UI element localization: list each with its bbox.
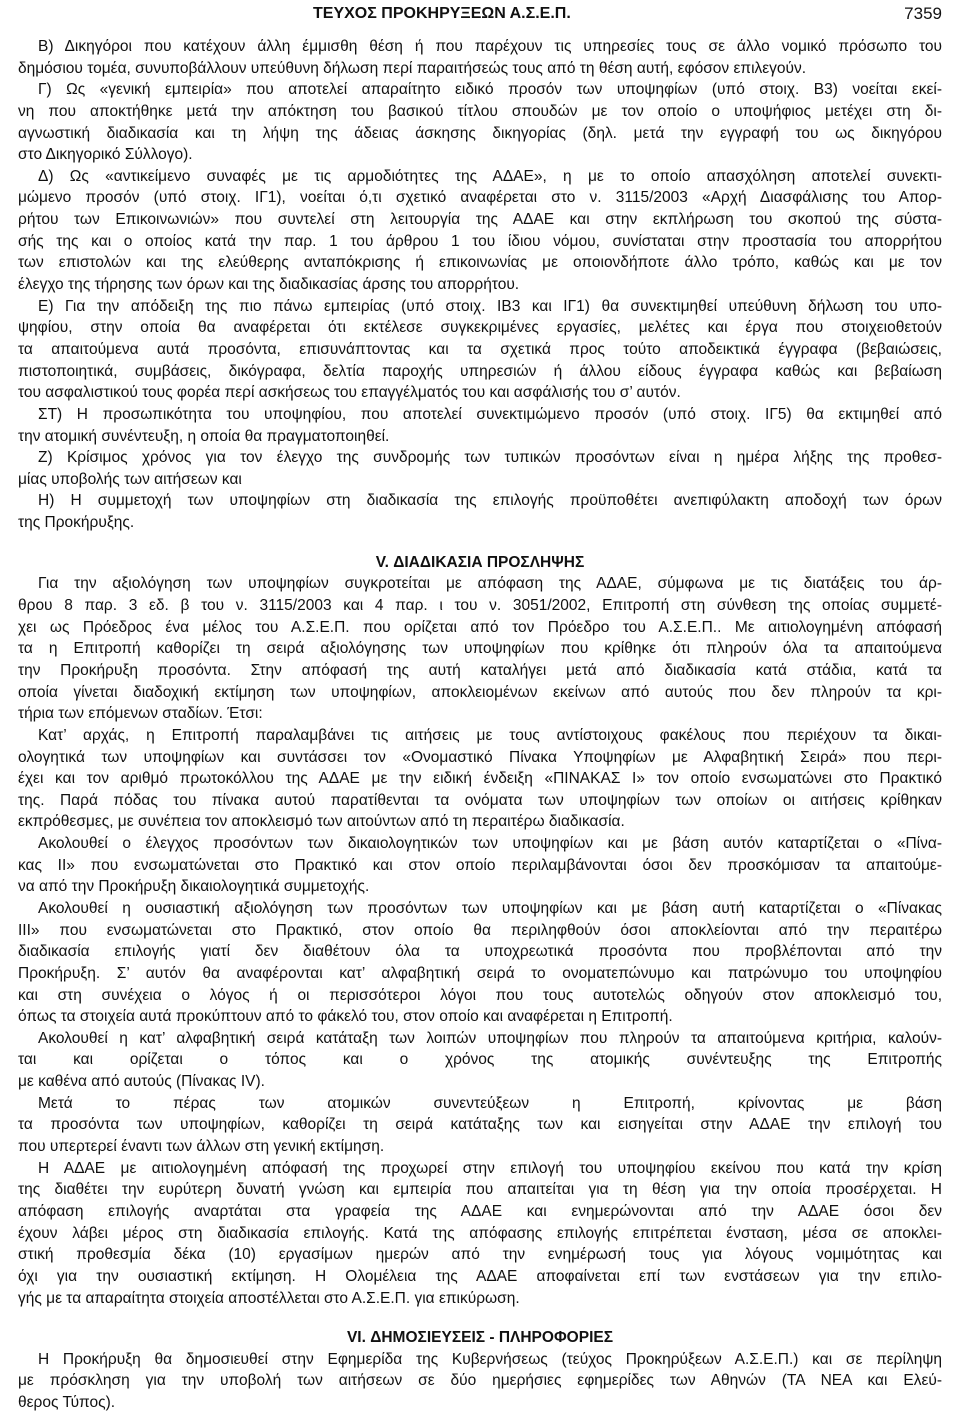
text-line: θρου 8 παρ. 3 εδ. β του ν. 3115/2003 και 4 παρ. ι του ν. 3051/2002, Επιτροπή στη σύνθεση της οποίας συμμετέ-	[18, 597, 942, 615]
text-line: της διαθέτει την ευρύτερη δυνατή γνώση και εμπειρία που απαιτείται για τη θέση για την οποία προσέρχεται. Η	[18, 1181, 942, 1199]
paragraph	[18, 725, 942, 833]
paragraph	[18, 36, 942, 79]
section-heading: V. ΔΙΑΔΙΚΑΣΙΑ ΠΡΟΣΛΗΨΗΣ	[375, 553, 585, 571]
text-line: τήρια των επόμενων σταδίων. Έτσι:	[18, 705, 263, 723]
text-line: ολογητικά των υποψηφίων και συντάσσει τον «Ονομαστικό Πίνακα Υποψηφίων με Αλφαβητική Σειρά» που περι-	[18, 748, 942, 766]
text-line: Δ) Ως «αντικείμενο συναφές με τις αρμοδιότητες της ΑΔΑΕ», η με το οποίο απασχόληση αποτελεί συνεκτι-	[38, 167, 942, 185]
paragraph	[18, 296, 942, 404]
paragraph	[18, 1349, 942, 1414]
paragraph	[18, 1028, 942, 1093]
paragraph	[18, 166, 942, 296]
paragraph	[18, 1093, 942, 1158]
text-line: Η) Η συμμετοχή των υποψηφίων στη διαδικασία της επιλογής προϋποθέτει ανεπιφύλακτη αποδοχή των όρων	[38, 492, 942, 510]
text-line: έλεγχο της τήρησης των όρων και της διαδικασίας άρσης του απορρήτου.	[18, 276, 520, 294]
text-line: Μετά το πέρας των ατομικών συνεντεύξεων η Επιτροπή, κρίνοντας με βάση	[38, 1094, 942, 1112]
text-line: της. Παρά πόδας του πίνακα αυτού παρατίθενται τα ονόματα των υποψηφίων των οποίων οι αιτήσεις κρίθηκαν	[18, 791, 942, 809]
text-line: την Προκήρυξη προσόντα. Στην απόφασή της αυτή καταλήγει μετά από διαδικασία κατά στάδια, κατά τα	[18, 661, 942, 679]
text-line: να από την Προκήρυξη δικαιολογητικά συμμετοχής.	[18, 878, 370, 896]
text-line: στική προθεσμία δέκα (10) εργασίμων ημερών από την ενημέρωσή τους για λόγους νομιμότητας και	[18, 1246, 942, 1264]
text-line: ται και ορίζεται ο τόπος και ο χρόνος της ατομικής συνέντευξης της Επιτροπής	[18, 1051, 942, 1069]
text-line: που υπερτερεί έναντι των άλλων στη γενική εκτίμηση.	[18, 1138, 385, 1156]
text-line: στο Δικηγορικό Σύλλογο).	[18, 146, 193, 164]
text-line: Η ΑΔΑΕ με αιτιολογημένη απόφασή της προχωρεί στην επιλογή του υποψηφίου εκείνου που κατά την κρίση	[38, 1159, 942, 1177]
text-line: τα η Επιτροπή καθορίζει τη σειρά αξιολόγησης των υποψηφίων που κρίθηκε ότι πληρούν όλα τα απαιτούμενα	[18, 640, 942, 658]
paragraph	[18, 404, 942, 447]
document-body	[18, 36, 942, 1414]
text-line: ψηφίου, στην οποία θα αναφέρεται ότι εκτέλεσε συγκεκριμένες εργασίες, μελέτες και έργα που στοιχειοθετούν	[18, 319, 942, 337]
text-line: την ατομική συνέντευξη, η οποία θα πραγματοποιηθεί.	[18, 427, 390, 445]
text-line: ΣΤ) Η προσωπικότητα του υποψηφίου, που αποτελεί συνεκτιμώμενο προσόν (υπό στοιχ. ΙΓ5) θα εκτιμηθεί από	[38, 405, 942, 423]
text-line: μώμενο προσόν (υπό στοιχ. ΙΓ1), νοείται ό,τι σχετικό αναφέρεται στο ν. 3115/2003 «Αρχή Διασφάλισης του Απορ-	[18, 189, 942, 207]
text-line: των επιστολών και της ελεύθερης ανταπόκρισης ή επικοινωνίας με οποιονδήποτε άλλο τρόπο, καθώς και με τον	[18, 254, 942, 272]
paragraph	[18, 79, 942, 166]
document-section	[18, 552, 942, 1309]
text-line: νη που αποκτήθηκε μετά την απόκτηση του βασικού τίτλου σπουδών με τον οποίο ο υποψήφιος μετέχει στη δι-	[18, 102, 942, 120]
text-line: Ε) Για την απόδειξη της πιο πάνω εμπειρίας (υπό στοιχ. ΙΒ3 και ΙΓ1) θα συνεκτιμηθεί υπεύθυνη δήλωση του υπο-	[38, 297, 942, 315]
section-heading: VI. ΔΗΜΟΣΙΕΥΣΕΙΣ - ΠΛΗΡΟΦΟΡΙΕΣ	[346, 1329, 614, 1347]
text-line: ρήτου των Επικοινωνιών» που συντελεί στη λειτουργία της ΑΔΑΕ και στην εκπλήρωση του σκοπού της σύστα-	[18, 211, 942, 229]
text-line: αγνωστική διαδικασία και τη λήψη της άδειας άσκησης δικηγορίας (δηλ. μετά την εγγραφή του ως δικηγόρου	[18, 124, 942, 142]
paragraph	[18, 833, 942, 898]
text-line: διαδικασία επιλογής γιατί δεν διαθέτουν όλα τα υποχρεωτικά προσόντα που προβλέπονται από την	[18, 943, 942, 961]
text-line: μίας υποβολής των αιτήσεων και	[18, 470, 242, 488]
text-line: χει ως Πρόεδρος ένα μέλος του Α.Σ.Ε.Π. που ορίζεται από τον Πρόεδρο του Α.Σ.Ε.Π.. Με αιτιολογημένη απόφασή	[18, 618, 942, 636]
text-line: δημόσιου τομέα, συνυποβάλλουν υπεύθυνη δήλωση περί παραιτήσεώς τους από τη θέση αυτή, εφόσον επιλεγούν.	[18, 59, 807, 77]
text-line: τα προσόντα των υποψηφίων, καθορίζει τη σειρά κατάταξης των και εισηγείται στην ΑΔΑΕ την επιλογή του	[18, 1116, 942, 1134]
text-line: και στη συνέχεια ο λόγος ή οι περισσότεροι λόγοι που τους αυτοτελώς οδηγούν στον αποκλεισμό του,	[18, 986, 942, 1004]
text-line: Ακολουθεί η κατ’ αλφαβητική σειρά κατάταξη των λοιπών υποψηφίων που πληρούν τα απαιτούμενα κριτήρια, καλούν-	[38, 1029, 942, 1047]
text-line: σής της και ο οποίος κατά την παρ. 1 του άρθρου 1 του ίδιου νόμου, συνίσταται στην προστασία του απορρήτου	[18, 232, 942, 250]
text-line: έχουν λάβει μέρος στη διαδικασία επιλογής. Κατά της απόφασης επιλογής επιτρέπεται ένσταση, μέσα σε αποκλει-	[18, 1224, 942, 1242]
text-line: Κατ’ αρχάς, η Επιτροπή παραλαμβάνει τις αιτήσεις με τους αντίστοιχους φακέλους που περιέχουν τα δικαι-	[38, 726, 942, 744]
text-line: Ζ) Κρίσιμος χρόνος για τον έλεγχο της συνδρομής των τυπικών προσόντων είναι η ημέρα λήξης της προθεσ-	[38, 449, 942, 467]
document-section	[18, 1327, 942, 1414]
text-line: του ασφαλιστικού τους φορέα περί ασκήσεως του επαγγέλματός του και ασφάλισής του σ’ αυτόν.	[18, 384, 681, 402]
running-header	[0, 0, 960, 28]
text-line: Προκήρυξη. Σ’ αυτόν θα αναφέρονται κατ’ αλφαβητική σειρά το ονοματεπώνυμο και πατρώνυμο του υποψηφίου	[18, 964, 942, 982]
text-line: πιστοποιητικά, συμβάσεις, δικόγραφα, δελτία παροχής υπηρεσιών ή άλλου είδους έγγραφα καθώς και βεβαίωση	[18, 362, 942, 380]
text-line: τα απαιτούμενα αυτά προσόντα, επισυνάπτοντας και τα σχετικά προς τούτο αποδεικτικά έγγραφα (βεβαιώσεις,	[18, 340, 942, 358]
paragraph	[18, 1158, 942, 1309]
text-line: εκπρόθεσμες, με συνέπεια τον αποκλεισμό των αιτούντων από τη περαιτέρω διαδικασία.	[18, 813, 625, 831]
text-line: Η Προκήρυξη θα δημοσιευθεί στην Εφημερίδα της Κυβερνήσεως (τεύχος Προκηρύξεων Α.Σ.Ε.Π.) και σε περίληψη	[38, 1350, 942, 1368]
text-line: Β) Δικηγόροι που κατέχουν άλλη έμμισθη θέση ή που παρέχουν τις υπηρεσίες τους σε άλλο νομικό πρόσωπο του	[38, 38, 942, 55]
running-header-title: ΤΕΥΧΟΣ ΠΡΟΚΗΡΥΞΕΩΝ Α.Σ.Ε.Π.	[313, 5, 571, 22]
text-line: έχει και τον αριθμό πρωτοκόλλου της ΑΔΑΕ με την ειδική ένδειξη «ΠΙΝΑΚΑΣ Ι» τον οποίο ενσωματώνει στο Πρακτικό	[18, 770, 942, 788]
page-number: 7359	[904, 4, 942, 23]
text-line: Ακολουθεί ο έλεγχος προσόντων των δικαιολογητικών των υποψηφίων και με βάση αυτόν καταρτίζεται ο «Πίνα-	[38, 835, 942, 853]
text-line: γής με τα απαραίτητα στοιχεία αποστέλλεται στο Α.Σ.Ε.Π. για επικύρωση.	[18, 1289, 520, 1307]
text-line: Ακολουθεί η ουσιαστική αξιολόγηση των προσόντων των υποψηφίων και με βάση αυτή καταρτίζεται ο «Πίνακας	[38, 899, 942, 917]
paragraph	[18, 490, 942, 533]
text-line: της Προκήρυξης.	[18, 514, 135, 532]
text-line: με πρόσκληση για την υποβολή των αιτήσεων σε δύο ημερήσιες εφημερίδες των Αθηνών (ΤΑ ΝΕΑ και Ελεύ-	[18, 1372, 942, 1390]
paragraph	[18, 573, 942, 724]
text-line: απόφαση επιλογής αναρτάται στα γραφεία της ΑΔΑΕ και ενημερώνονται από την ΑΔΑΕ όσοι δεν	[18, 1202, 942, 1220]
text-line: θερος Τύπος).	[18, 1394, 116, 1412]
text-line: Για την αξιολόγηση των υποψηφίων συγκροτείται με απόφαση της ΑΔΑΕ, σύμφωνα με τις διατάξεις του άρ-	[38, 575, 942, 593]
text-line: Γ) Ως «γενική εμπειρία» που αποτελεί απαραίτητο ειδικό προσόν των υποψηφίων (υπό στοιχ. Β3) νοείται εκεί-	[38, 81, 942, 99]
text-line: όχι για την ουσιαστική εκτίμηση. Η Ολομέλεια της ΑΔΑΕ αποφαίνεται επί των ενστάσεων για την επιλο-	[18, 1267, 942, 1285]
text-line: με καθένα από αυτούς (Πίνακας IV).	[18, 1073, 265, 1091]
text-line: όπως τα στοιχεία αυτά προκύπτουν από το φάκελό του, στον οποίο και αναφέρεται η Επιτροπή.	[18, 1008, 673, 1026]
text-line: ΙΙΙ» που ενσωματώνεται στο Πρακτικό, στον οποίο θα περιληφθούν όσοι αποκλείονται από την περαιτέρω	[18, 921, 942, 939]
paragraph	[18, 898, 942, 1028]
text-line: κας ΙΙ» που ενσωματώνεται στο Πρακτικό και στον οποίο περιλαμβάνονται όσοι δεν προσκόμισαν τα απαιτούμε-	[18, 856, 942, 874]
paragraph	[18, 447, 942, 490]
document-section	[18, 36, 942, 534]
text-line: οποία γίνεται διαδοχική εκτίμηση των υποψηφίων, αποκλειομένων εκείνων από αυτούς που δεν πληρούν τα κρι-	[18, 683, 942, 701]
